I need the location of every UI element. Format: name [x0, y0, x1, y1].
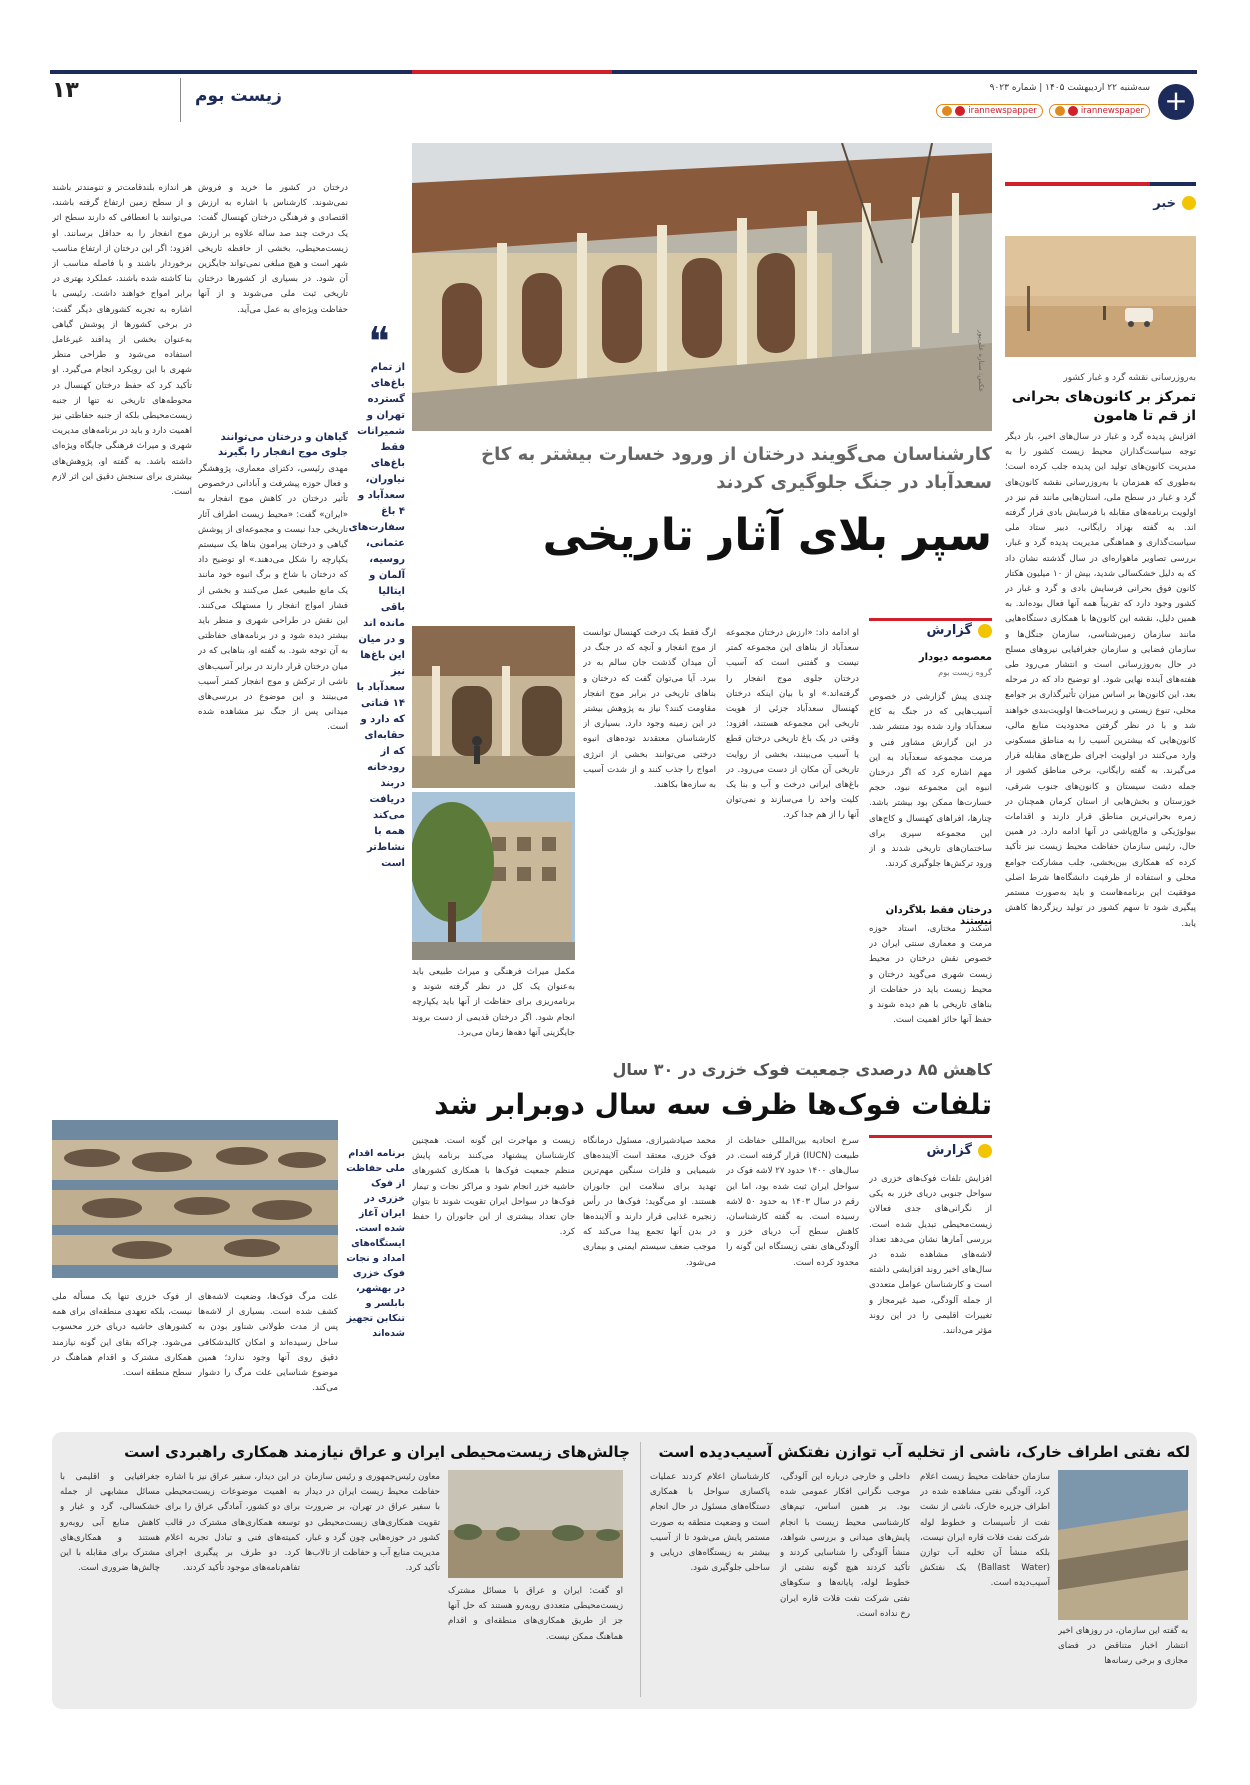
header-rule-left	[50, 70, 412, 74]
kharg-shore-photo	[1058, 1470, 1188, 1620]
pull-quote: برنامه اقدام ملی حفاظت از فوک خزری در ایران آغاز شده است. ایستگاه‌های امداد و نجات فوک خزری در بهشهر، بابلسر و تنکابن تجهیز شده‌اند	[346, 1148, 405, 1339]
social-handle-text: irannewspapper	[968, 106, 1037, 116]
photo-credit: عکس: ستاره علی‌پور	[977, 330, 985, 393]
report-label-text: گزارش	[926, 1143, 972, 1158]
main-headline: سپر بلای آثار تاریخی	[542, 510, 992, 561]
report-label-text: گزارش	[926, 623, 972, 638]
report-label	[869, 623, 992, 638]
pull-quote: از تمام باغ‌های گسترده تهران و شمیرانات فقط باغ‌های نیاوران، سعدآباد و ۴ باغ سفارت‌های عثمانی، روسیه، آلمان و ایتالیا باقی مانده اند و در میان این باغ‌ها نیز سعدآباد با ۱۴ قناتی که دارد و حقابه‌ای که از رودخانه دربند دریافت می‌کند همه با نشاط‌تر است	[348, 362, 405, 869]
social-icon	[1055, 106, 1065, 116]
article-column: علت مرگ فوک‌ها، وضعیت لاشه‌های کشف شده است. بسیاری از لاشه‌ها پس از مدت طولانی شناور بودن به ساحل رسیده‌اند و امکان کالبدشکافی دقیق روی آنها وجود ندارد؛ همین موضوع شناسایی علت مرگ را دشوار می‌کند.	[198, 1292, 338, 1394]
quote-icon: ❝	[368, 319, 390, 365]
social-handles	[936, 104, 1150, 118]
report-rule	[869, 618, 992, 621]
sidebar-title: تمرکز بر کانون‌های بحرانی از قم تا هامون	[1011, 389, 1196, 424]
social-icon	[955, 106, 965, 116]
author-role: گروه زیست بوم	[938, 668, 992, 677]
main-kicker: کارشناسان می‌گویند درختان از ورود خسارت بیشتر به کاخ سعدآباد در جنگ جلوگیری کردند	[481, 444, 992, 493]
article-column: مکمل میراث فرهنگی و میراث طبیعی باید به‌عنوان یک کل در نظر گرفته شوند و برنامه‌ریزی برای حفاظت از آنها باید یکپارچه انجام شود. اگر درختان قدیمی از دست بروند جایگزینی آنها دهه‌ها زمان می‌برد.	[412, 967, 575, 1037]
report-label	[869, 1143, 992, 1158]
saadabad-palace-photo	[412, 143, 992, 431]
article-column: درختان در کشور ما خرید و فروش نمی‌شوند. کارشناس با اشاره به ارزش اقتصادی و فرهنگی درختان کهنسال گفت: یک درخت چند صد ساله علاوه بر ارزش زیست‌محیطی، بخشی از حافظه تاریخی شهر است و هیچ مبلغی نمی‌تواند جایگزین آن شود. در بسیاری از کشورها درختان تاریخی ثبت ملی می‌شوند و از آنها حفاظت ویژه‌ای به عمل می‌آید.	[198, 183, 348, 315]
seal-headline: تلفات فوک‌ها ظرف سه سال دوبرابر شد	[434, 1088, 992, 1121]
article-subhead: گیاهان و درختان می‌توانند جلوی موج انفجار را بگیرند	[217, 432, 348, 458]
header-divider	[180, 78, 181, 122]
header-rule-right	[612, 70, 1197, 74]
page-number: ۱۳	[52, 78, 79, 103]
dust-storm-photo	[1005, 236, 1196, 357]
social-icon	[942, 106, 952, 116]
article-column: او ادامه داد: «ارزش درختان مجموعه سعدآباد از بناهای این مجموعه کمتر نیست و گفتنی است که آسیب درختان جلوی موج انفجار را گرفته‌اند.» او با بیان اینکه درختان کهنسال سعدآباد جزئی از هویت تاریخی این مجموعه هستند، افزود: وقتی در یک باغ تاریخی درختان قطع یا آسیب می‌بینند، بخشی از روایت تاریخی آن مکان از دست می‌رود. در باغ‌های ایرانی درخت و آب و بنا یک کلیت واحد را می‌سازند و نمی‌توان آنها را از هم جدا کرد.	[726, 628, 859, 821]
article-subhead: درختان فقط بلاگردان نیستند	[885, 905, 992, 927]
plus-icon[interactable]: +	[1158, 84, 1194, 120]
article-column: او گفت: ایران و عراق با مسائل مشترک زیست‌محیطی متعددی روبه‌رو هستند که حل آنها جز از طریق همکاری‌های منطقه‌ای و اقدام هماهنگ ممکن نیست.	[448, 1586, 623, 1642]
article-column: محمد صیادشیرازی، مسئول درمانگاه فوک خزری، معتقد است آلاینده‌های شیمیایی و فلزات سنگین مهم‌ترین تهدید برای سلامت این جانوران هستند. او می‌گوید: فوک‌ها در رأس زنجیره غذایی قرار دارند و آلاینده‌ها در بدن آنها تجمع پیدا می‌کند که موجب ضعف سیستم ایمنی و بیماری می‌شود.	[583, 1136, 716, 1268]
bottom-headline: لکه نفتی اطراف خارک، ناشی از تخلیه آب توازن نفتکش آسیب‌دیده است	[658, 1443, 1190, 1461]
bottom-headline: چالش‌های زیست‌محیطی ایران و عراق نیازمند همکاری راهبردی است	[124, 1443, 630, 1461]
report-rule	[869, 1135, 992, 1138]
sidebar-kicker: به‌روزرسانی نقشه گرد و غبار کشور	[1063, 373, 1196, 383]
bottom-divider	[640, 1442, 641, 1697]
sidebar-label	[1118, 193, 1196, 213]
article-column: چندی پیش گزارشی در خصوص آسیب‌هایی که در جنگ به کاخ سعدآباد وارد شده بود منتشر شد. در این گزارش مشاور فنی و مرمت مجموعه سعدآباد به این مهم اشاره کرد که اگر درختان انبوه این مجموعه نبود، حجم خسارت‌ها ممکن بود بیشتر باشد. چنار‌ها، افراهای کهنسال و کاج‌های این مجموعه سپری برای ساختمان‌های تاریخی شدند و از ورود ترکش‌ها جلوگیری کردند.	[869, 692, 992, 870]
social-handle-text: irannewspaper	[1080, 106, 1144, 116]
article-column: داخلی و خارجی درباره این آلودگی، موجب نگرانی افکار عمومی شده بود. بر همین اساس، تیم‌های کارشناسی محیط زیست با انجام پایش‌های میدانی و بررسی شواهد، منشأ آلودگی را شناسایی کردند و تأکید کردند هیچ گونه نشتی از خطوط لوله، پایانه‌ها و سکوهای نفتی شرکت نفت فلات قاره ایران رخ نداده است.	[780, 1472, 910, 1619]
social-handle[interactable]	[1049, 104, 1150, 118]
seal-kicker: کاهش ۸۵ درصدی جمعیت فوک خزری در ۳۰ سال	[612, 1060, 992, 1079]
social-handle[interactable]	[936, 104, 1043, 118]
article-column: در این دیدار، سفیر عراق نیز با اشاره به اهمیت موضوعات زیست‌محیطی برای دو کشور، آمادگی عراق را برای توسعه همکاری‌های مشترک در قالب کمیته‌های فنی و تبادل تجربه اعلام کرد. دو طرف بر پیگیری اجرای تفاهم‌نامه‌های موجود تأکید کردند.	[165, 1472, 300, 1574]
palace-interior-photo	[412, 626, 575, 788]
article-column: به گفته این سازمان، در روزهای اخیر انتشار اخبار متناقض در فضای مجازی و برخی رسانه‌ها	[1058, 1626, 1188, 1667]
article-column: مهدی رئیسی، دکترای معماری، پژوهشگر و فعال حوزه پیشرفت و آبادانی درخصوص تأثیر درختان در کاهش موج انفجار به «ایران» گفت: «محیط زیست اطراف آثار تاریخی جدا نیست و مجموعه‌ای از پوشش گیاهی و درختان پیرامون بناها یک سیستم یکپارچه را شکل می‌دهند.» او توضیح داد که درختان با شاخ و برگ انبوه خود مانند یک مانع طبیعی عمل می‌کنند و بخشی از فشار امواج انفجار را مستهلک می‌کنند. این نقش در طراحی شهری و منظر باید بیشتر دیده شود و در برنامه‌های حفاظتی به آن توجه شود. به گفته او، بناهایی که در میان درختان قرار دارند در برابر آسیب‌های ناشی از ترکش و موج انفجار کمتر آسیب می‌بینند و این موضوع در بررسی‌های میدانی پس از جنگ نیز مشاهده شده است.	[198, 464, 348, 733]
article-column: سازمان حفاظت محیط زیست اعلام کرد، آلودگی نفتی مشاهده شده در اطراف جزیره خارک، ناشی از نشت نفت از تأسیسات و خطوط لوله شرکت نفت فلات قاره ایران نیست، بلکه منشأ آن تخلیه آب توازن (Ballast Water) یک نفتکش آسیب‌دیده است.	[920, 1472, 1050, 1589]
header-rule-accent	[412, 70, 612, 74]
yellow-dot-icon	[978, 1144, 992, 1158]
article-column: افزایش تلفات فوک‌های خزری در سواحل جنوبی دریای خزر به یکی از نگرانی‌های جدی فعالان زیست‌محیطی تبدیل شده است. بررسی آمارها نشان می‌دهد تعداد لاشه‌های مشاهده شده در سال‌های اخیر روند افزایشی داشته است و کارشناسان عوامل متعددی از جمله آلودگی، صید غیرمجاز و تغییرات اقلیمی را در این روند مؤثر می‌دانند.	[869, 1174, 992, 1337]
article-column: زیست و مهاجرت این گونه است. همچنین کارشناسان پیشنهاد می‌کنند برنامه پایش منظم جمعیت فوک‌ها با همکاری کشورهای حاشیه خزر انجام شود و مراکز نجات و تیمار فوک‌ها در سواحل ایران تقویت شوند تا بتوان جان تعداد بیشتری از این جانوران را حفظ کرد.	[412, 1136, 575, 1238]
yellow-dot-icon	[978, 624, 992, 638]
author-name: معصومه دیودار	[918, 652, 992, 663]
article-column: جغرافیایی و اقلیمی با مسائل مشابهی از جمله خشکسالی، گرد و غبار و کاهش منابع آبی روبه‌رو هستند و همکاری‌های مشترک برای مقابله با این چالش‌ها ضروری است.	[60, 1472, 160, 1574]
article-column: هر اندازه بلندقامت‌تر و تنومندتر باشند و از سطح زمین ارتفاع گرفته باشند، می‌توانند با انعطافی که دارند سطح اثر موج انفجار را به حداقل برسانند. او افزود: اگر این درختان از ارتفاع مناسب برخوردار باشند و با فاصله مناسب از بنا کاشته شده باشند، عملکرد بهتری در برابر امواج خواهند داشت. رئیسی با اشاره به تجربه کشورهای دیگر گفت: در برخی کشورها از پوشش گیاهی به‌عنوان بخشی از پدافند غیرعامل استفاده می‌شود و طراحی منظر شهری با این رویکرد انجام می‌گیرد. او تأکید کرد که حفظ درختان کهنسال در محوطه‌های تاریخی نه تنها از جنبه زیست‌محیطی بلکه از جنبه حفاظتی نیز اهمیت دارد و باید در برنامه‌های مدیریت شهری و میراث فرهنگی جایگاه ویژه‌ای داشته باشد. به گفته او، پژوهش‌های بیشتری برای سنجش دقیق این اثر لازم است.	[52, 183, 192, 498]
article-column: از فوک خزری تنها یک مسأله ملی نیست، بلکه تعهدی منطقه‌ای برای همه کشورهای حاشیه دریای خزر محسوب می‌شود. چراکه بقای این گونه نیازمند همکاری مشترک و اقدام هماهنگ در سطح منطقه است.	[52, 1292, 192, 1379]
caspian-seals-photo	[52, 1120, 338, 1278]
article-column: اسکندر مختاری، استاد حوزه مرمت و معماری سنتی ایران در خصوص نقش درختان در محیط زیست شهری می‌گوید درختان و محیط زیست باید در حفاظت از بناهای تاریخی با هم دیده شوند و حفظ آنها حائز اهمیت است.	[869, 924, 992, 1026]
trees-building-photo	[412, 792, 575, 960]
sidebar-label-text: خبر	[1153, 195, 1176, 211]
article-column: کارشناسان اعلام کردند عملیات پاکسازی سواحل با همکاری دستگاه‌های مسئول در حال انجام است و وضعیت منطقه به صورت مستمر پایش می‌شود تا از آسیب بیشتر به زیستگاه‌های دریایی و ساحلی جلوگیری شود.	[650, 1472, 770, 1574]
social-icon	[1068, 106, 1078, 116]
article-column: سرخ اتحادیه بین‌المللی حفاظت از طبیعت (IUCN) قرار گرفته است. در سال‌های ۱۴۰۰ حدود ۲۷ لاشه فوک در سواحل ایران ثبت شده بود، اما این رقم در سال ۱۴۰۳ به حدود ۵۰ لاشه رسیده است. به گفته کارشناسان، کاهش سطح آب دریای خزر و آلودگی‌های نفتی زیستگاه این گونه را محدود کرده است.	[726, 1136, 859, 1268]
issue-info: سه‌شنبه ۲۲ اردیبهشت ۱۴۰۵ | شماره ۹۰۲۳	[989, 83, 1150, 93]
article-column: معاون رئیس‌جمهوری و رئیس سازمان حفاظت محیط زیست ایران در دیدار با سفیر عراق در تهران، بر ضرورت تقویت همکاری‌های زیست‌محیطی دو کشور در حوزه‌هایی چون گرد و غبار، مدیریت منابع آب و حفاظت از تالاب‌ها تأکید کرد.	[305, 1472, 440, 1574]
yellow-dot-icon	[1182, 196, 1196, 210]
article-column: ارگ فقط یک درخت کهنسال توانست از موج انفجار و آنچه که در جنگ در آن میدان گذشت جان سالم به در ببرد. آیا می‌توان گفت که درختان و بناهای تاریخی در برابر موج انفجار مقاومت کنند؟ نیاز به پژوهش بیشتر در این زمینه وجود دارد. بسیاری از کارشناسان معتقدند توده‌های انبوه درختی می‌توانند بخشی از انرژی امواج را جذب کنند و از شدت آسیب به سازه‌ها بکاهند.	[583, 628, 716, 791]
sidebar-rule-accent	[1150, 182, 1196, 186]
dusty-landscape-photo	[448, 1470, 623, 1578]
section-name: زیست بوم	[195, 86, 282, 106]
sidebar-body: افزایش پدیده گرد و غبار در سال‌های اخیر، بار دیگر توجه سیاست‌گذاران محیط زیست کشور را به مدیریت کانون‌های تولید این پدیده جلب کرده است؛ به‌طوری که همزمان با به‌روزرسانی نقشه کانون‌های گرد و غبار در سطح ملی، استان‌هایی مانند قم نیز در اولویت برنامه‌های مقابله با فرسایش بادی قرار گرفته اند. به گفته بهزاد رایگانی، دبیر ستاد ملی سیاست‌گذاری و هماهنگی مدیریت پدیده گرد و غبار، بررسی تصاویر ماهواره‌ای در سال گذشته نشان داد که به دلیل خشکسالی شدید، بیش از ۱۰ میلیون هکتار کانون فوق بحرانی فرسایش بادی و گرد و غبار در کشور وجود دارد که تقریباً همه آنها فعال بوده‌اند. به همین دلیل، نقشه این کانون‌ها با همکاری دستگاه‌هایی مانند سازمان زمین‌شناسی، سازمان جنگل‌ها و سازمان فضایی و سازمان جغرافیایی نیروهای مسلح در حال به‌روزرسانی است و انتشار می‌رود طی هفته‌های آینده نهایی شود. او توضیح داد که در مرحله بعد، این کانون‌ها بر اساس میزان تأثیرگذاری بر جوامع محلی، تنوع زیستی و زیرساخت‌ها اولویت‌بندی خواهند شد و با در نظر گرفتن محدودیت منابع مالی، کانون‌هایی که بیشترین آسیب را به مناطق مسکونی وارد می‌کنند در اولویت اجرای طرح‌های مقابله قرار می‌گیرند. به گفته رایگانی، برخی مناطق کشور از جمله دشت سیستان و کانون‌های جنوب شرقی، خوزستان و بخش‌هایی از استان کرمان همچنان در زمره بحرانی‌ترین مناطق قرار دارند و اقدامات بیولوژیکی و مالچ‌پاشی در آنها ادامه دارد. در همین حال، رئیس سازمان حفاظت محیط زیست نیز تأکید کرده که همکاری بین‌بخشی، جلب مشارکت جوامع محلی و استفاده از ظرفیت دانشگاه‌ها شرط اصلی موفقیت این برنامه‌هاست و باید به‌صورت مستمر پیگیری شود تا سهم کشور در تولید ریزگردها کاهش یابد.	[1005, 432, 1196, 929]
